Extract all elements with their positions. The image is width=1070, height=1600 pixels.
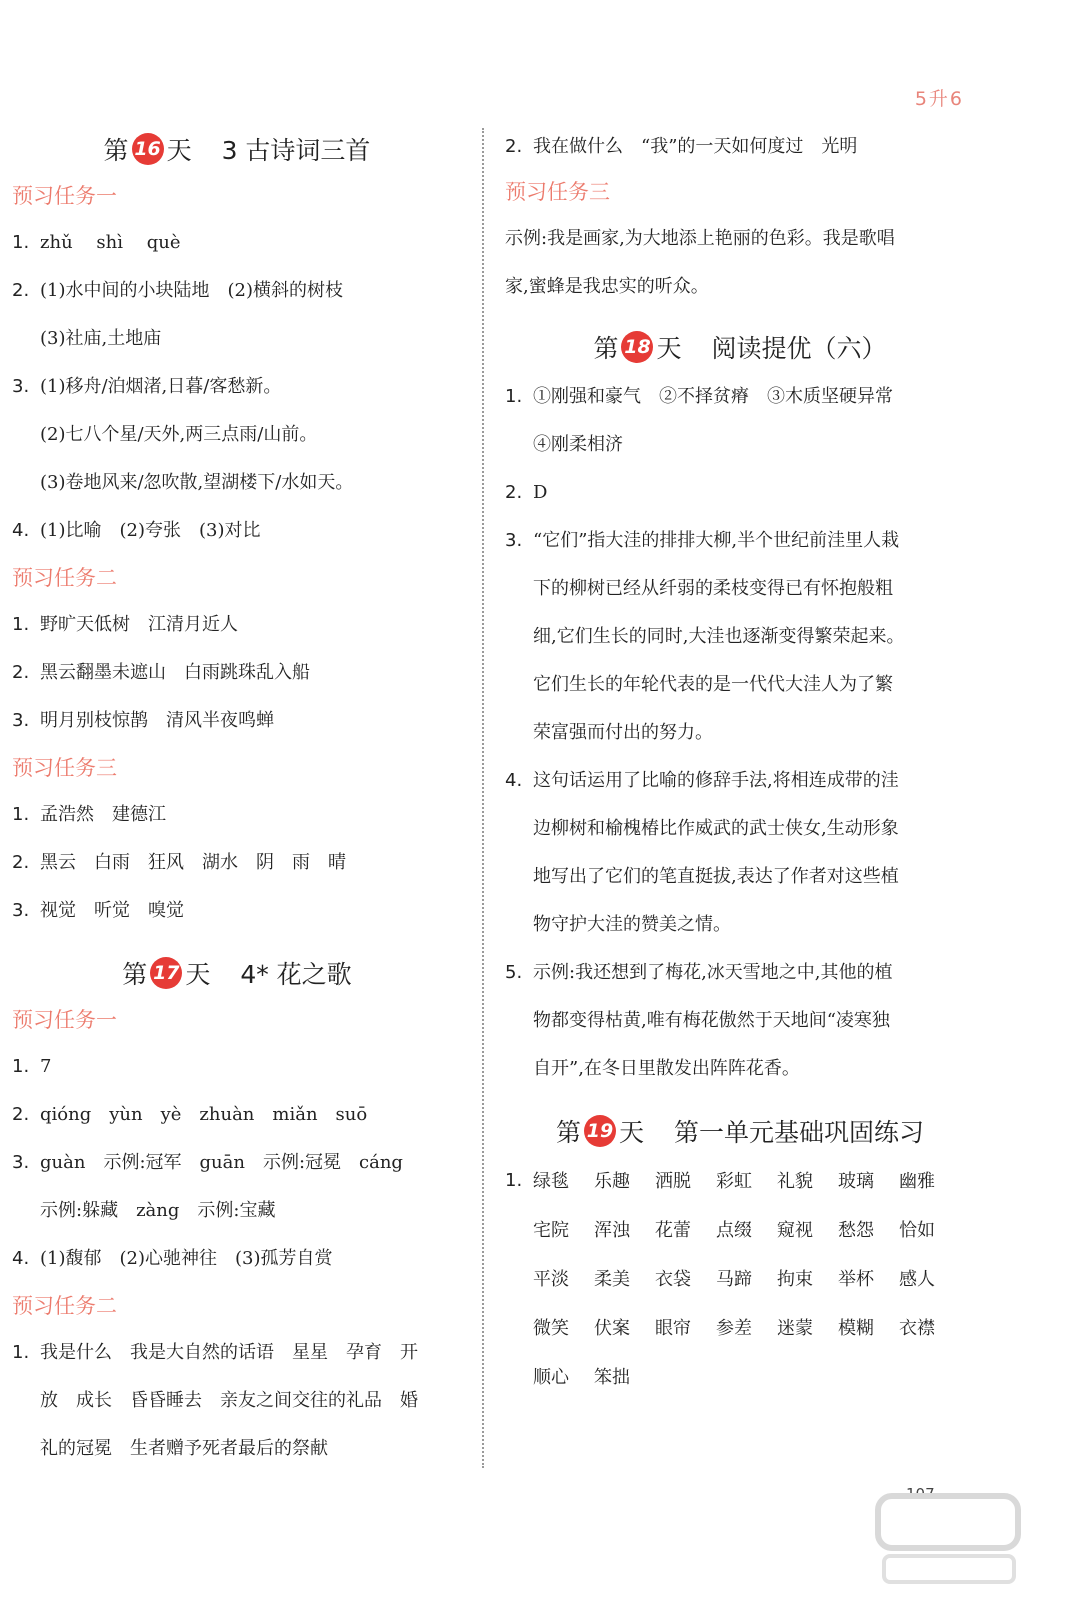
word-item: 举杯	[838, 1269, 874, 1290]
item-number: 4.	[12, 520, 30, 541]
answer-item	[505, 997, 975, 1045]
example-text: 家,蜜蜂是我忠实的听众。	[505, 276, 709, 297]
answer-item	[12, 1235, 462, 1283]
answer-item	[12, 507, 462, 555]
item-number: 1.	[12, 232, 30, 253]
item-number: 2.	[505, 482, 523, 503]
word-item: 窥视	[777, 1220, 813, 1241]
answer-text: 荣富强而付出的努力。	[533, 722, 713, 743]
answer-item	[12, 839, 462, 887]
word-item: 迷蒙	[777, 1318, 813, 1339]
page-number: 107	[906, 1485, 935, 1503]
word-item: 衣袋	[655, 1269, 691, 1290]
item-number: 4.	[505, 770, 523, 791]
item-number: 1.	[505, 1170, 523, 1191]
item-number: 1.	[12, 1056, 30, 1077]
day-18-heading	[505, 321, 975, 373]
answer-item	[12, 1329, 462, 1377]
word-item: 恰如	[899, 1220, 935, 1241]
item-number: 2.	[12, 852, 30, 873]
answer-text: 7	[40, 1056, 52, 1077]
answer-text: 物都变得枯黄,唯有梅花傲然于天地间“凌寒独	[533, 1010, 890, 1031]
task-heading: 预习任务二	[12, 566, 117, 590]
answer-item	[505, 469, 975, 517]
word-item: 浑浊	[594, 1220, 630, 1241]
word-item: 模糊	[838, 1318, 874, 1339]
answer-item	[12, 1043, 462, 1091]
answer-text: zhǔ shì què	[40, 232, 181, 253]
day-suffix: 天	[166, 136, 192, 165]
answer-text: 它们生长的年轮代表的是一代代大洼人为了繁	[533, 674, 893, 695]
answer-text: (3)卷地风来/忽吹散,望湖楼下/水如天。	[40, 472, 354, 493]
day-prefix: 第	[122, 960, 148, 989]
answer-text: qióng yùn yè zhuàn miǎn suō	[40, 1104, 368, 1125]
word-item: 宅院	[533, 1220, 569, 1241]
right-column	[505, 125, 975, 1402]
answer-item	[505, 757, 975, 805]
answer-item	[505, 565, 975, 613]
answer-item	[12, 363, 462, 411]
lesson-title: 3 古诗词三首	[221, 136, 371, 165]
item-number: 5.	[505, 962, 523, 983]
answer-item	[12, 791, 462, 839]
answer-item	[12, 601, 462, 649]
answer-item	[12, 697, 462, 745]
answer-text: 这句话运用了比喻的修辞手法,将相连成带的洼	[533, 770, 899, 791]
answer-item	[505, 661, 975, 709]
word-grid	[533, 1157, 975, 1402]
day-number-badge: 18	[621, 331, 653, 363]
day-suffix: 天	[656, 334, 682, 363]
item-number: 2.	[505, 136, 523, 157]
task-heading: 预习任务一	[12, 184, 117, 208]
word-item: 绿毯	[533, 1171, 569, 1192]
item-number: 3.	[12, 1152, 30, 1173]
watermark-logo	[874, 1490, 1024, 1590]
answer-item	[12, 315, 462, 363]
word-item: 洒脱	[655, 1171, 691, 1192]
day-17-heading	[12, 949, 462, 997]
item-number: 4.	[12, 1248, 30, 1269]
answer-item	[12, 459, 462, 507]
answer-item	[505, 613, 975, 661]
answer-text: (1)移舟/泊烟渚,日暮/客愁新。	[40, 376, 282, 397]
answer-text: (3)社庙,土地庙	[40, 328, 162, 349]
answer-text: 示例:躲藏 zàng 示例:宝藏	[40, 1200, 276, 1221]
word-item: 玻璃	[838, 1171, 874, 1192]
word-item: 眼帘	[655, 1318, 691, 1339]
word-item: 乐趣	[594, 1171, 630, 1192]
answer-text: 明月别枝惊鹊 清风半夜鸣蝉	[40, 710, 274, 731]
answer-text: “它们”指大洼的排排大柳,半个世纪前洼里人栽	[533, 530, 900, 551]
answer-text: 黑云翻墨未遮山 白雨跳珠乱入船	[40, 662, 310, 683]
task-heading: 预习任务一	[12, 1008, 117, 1032]
answer-item	[12, 1377, 462, 1425]
answer-text: 地写出了它们的笔直挺拔,表达了作者对这些植	[533, 866, 899, 887]
day-suffix: 天	[618, 1118, 644, 1147]
word-item: 礼貌	[777, 1171, 813, 1192]
word-item: 微笑	[533, 1318, 569, 1339]
answer-text: 自开”,在冬日里散发出阵阵花香。	[533, 1058, 800, 1079]
answer-item	[12, 649, 462, 697]
lesson-title: 阅读提优（六）	[711, 334, 887, 363]
word-item: 拘束	[777, 1269, 813, 1290]
answer-text: 黑云 白雨 狂风 湖水 阴 雨 晴	[40, 852, 346, 873]
item-number: 1.	[12, 804, 30, 825]
answer-text: ④刚柔相济	[533, 434, 623, 455]
answer-text: (1)比喻 (2)夸张 (3)对比	[40, 520, 261, 541]
lesson-title: 第一单元基础巩固练习	[674, 1118, 925, 1147]
item-number: 2.	[12, 280, 30, 301]
item-number: 1.	[505, 386, 523, 407]
answer-text: 我是什么 我是大自然的话语 星星 孕育 开	[40, 1342, 418, 1363]
day-number-badge: 17	[150, 957, 182, 989]
item-number: 1.	[12, 1342, 30, 1363]
answer-item	[12, 267, 462, 315]
day-number-badge: 19	[584, 1115, 616, 1147]
word-item: 马蹄	[716, 1269, 752, 1290]
item-number: 2.	[12, 662, 30, 683]
task-heading: 预习任务三	[12, 756, 117, 780]
item-number: 3.	[12, 710, 30, 731]
answer-text: 边柳树和榆槐椿比作威武的武士侠女,生动形象	[533, 818, 899, 839]
day-prefix: 第	[103, 136, 129, 165]
answer-text: 孟浩然 建德江	[40, 804, 166, 825]
word-item: 笨拙	[594, 1367, 630, 1388]
task-heading: 预习任务三	[505, 180, 610, 204]
day-suffix: 天	[185, 960, 211, 989]
left-column	[12, 125, 462, 1473]
word-item: 柔美	[594, 1269, 630, 1290]
item-number: 2.	[12, 1104, 30, 1125]
answer-text: (2)七八个星/天外,两三点雨/山前。	[40, 424, 318, 445]
word-item: 参差	[716, 1318, 752, 1339]
answer-text: 野旷天低树 江清月近人	[40, 614, 238, 635]
answer-text: 礼的冠冕 生者赠予死者最后的祭献	[40, 1438, 328, 1459]
answer-text: D	[533, 482, 548, 503]
answer-text: 物守护大洼的赞美之情。	[533, 914, 731, 935]
word-item: 愁怨	[838, 1220, 874, 1241]
answer-text: 我在做什么 “我”的一天如何度过 光明	[533, 136, 858, 157]
answer-item	[12, 1139, 462, 1187]
answer-item	[505, 805, 975, 853]
answer-item	[505, 1045, 975, 1093]
answer-item	[505, 125, 975, 169]
answer-item	[505, 901, 975, 949]
answer-text: 细,它们生长的同时,大洼也逐渐变得繁荣起来。	[533, 626, 905, 647]
answer-text: 示例:我还想到了梅花,冰天雪地之中,其他的植	[533, 962, 893, 983]
answer-item	[505, 853, 975, 901]
word-item: 衣襟	[899, 1318, 935, 1339]
answer-text: (1)馥郁 (2)心驰神往 (3)孤芳自赏	[40, 1248, 333, 1269]
word-item: 点缀	[716, 1220, 752, 1241]
answer-item	[505, 949, 975, 997]
day-prefix: 第	[593, 334, 619, 363]
answer-item	[12, 1091, 462, 1139]
day-number-badge: 16	[132, 133, 164, 165]
lesson-title: 4* 花之歌	[240, 960, 352, 989]
item-number: 3.	[12, 376, 30, 397]
word-item: 平淡	[533, 1269, 569, 1290]
answer-text: 下的柳树已经从纤弱的柔枝变得已有怀抱般粗	[533, 578, 893, 599]
answer-text: 放 成长 昏昏睡去 亲友之间交往的礼品 婚	[40, 1390, 418, 1411]
answer-item	[505, 709, 975, 757]
item-number: 3.	[505, 530, 523, 551]
item-number: 3.	[12, 900, 30, 921]
answer-item	[12, 1425, 462, 1473]
answer-item	[505, 517, 975, 565]
answer-item	[12, 887, 462, 935]
example-text: 示例:我是画家,为大地添上艳丽的色彩。我是歌唱	[505, 228, 895, 249]
day-16-heading	[12, 125, 462, 173]
word-item: 伏案	[594, 1318, 630, 1339]
answer-text: guàn 示例:冠军 guān 示例:冠冕 cáng	[40, 1152, 403, 1173]
word-item: 幽雅	[899, 1171, 935, 1192]
answer-text: (1)水中间的小块陆地 (2)横斜的树枝	[40, 280, 343, 301]
answer-item	[505, 373, 975, 421]
word-item: 花蕾	[655, 1220, 691, 1241]
task-heading: 预习任务二	[12, 1294, 117, 1318]
day-19-heading	[505, 1105, 975, 1157]
answer-item	[505, 421, 975, 469]
answer-text: ①刚强和豪气 ②不择贫瘠 ③木质坚硬异常	[533, 386, 893, 407]
answer-item	[12, 1187, 462, 1235]
grade-tag: 5升6	[914, 88, 964, 110]
word-item: 彩虹	[716, 1171, 752, 1192]
item-number: 1.	[12, 614, 30, 635]
day-prefix: 第	[555, 1118, 581, 1147]
word-item: 顺心	[533, 1367, 569, 1388]
answer-item	[505, 1157, 975, 1402]
word-item: 感人	[899, 1269, 935, 1290]
answer-item	[12, 411, 462, 459]
answer-item	[12, 219, 462, 267]
column-divider	[482, 128, 484, 1468]
answer-text: 视觉 听觉 嗅觉	[40, 900, 184, 921]
